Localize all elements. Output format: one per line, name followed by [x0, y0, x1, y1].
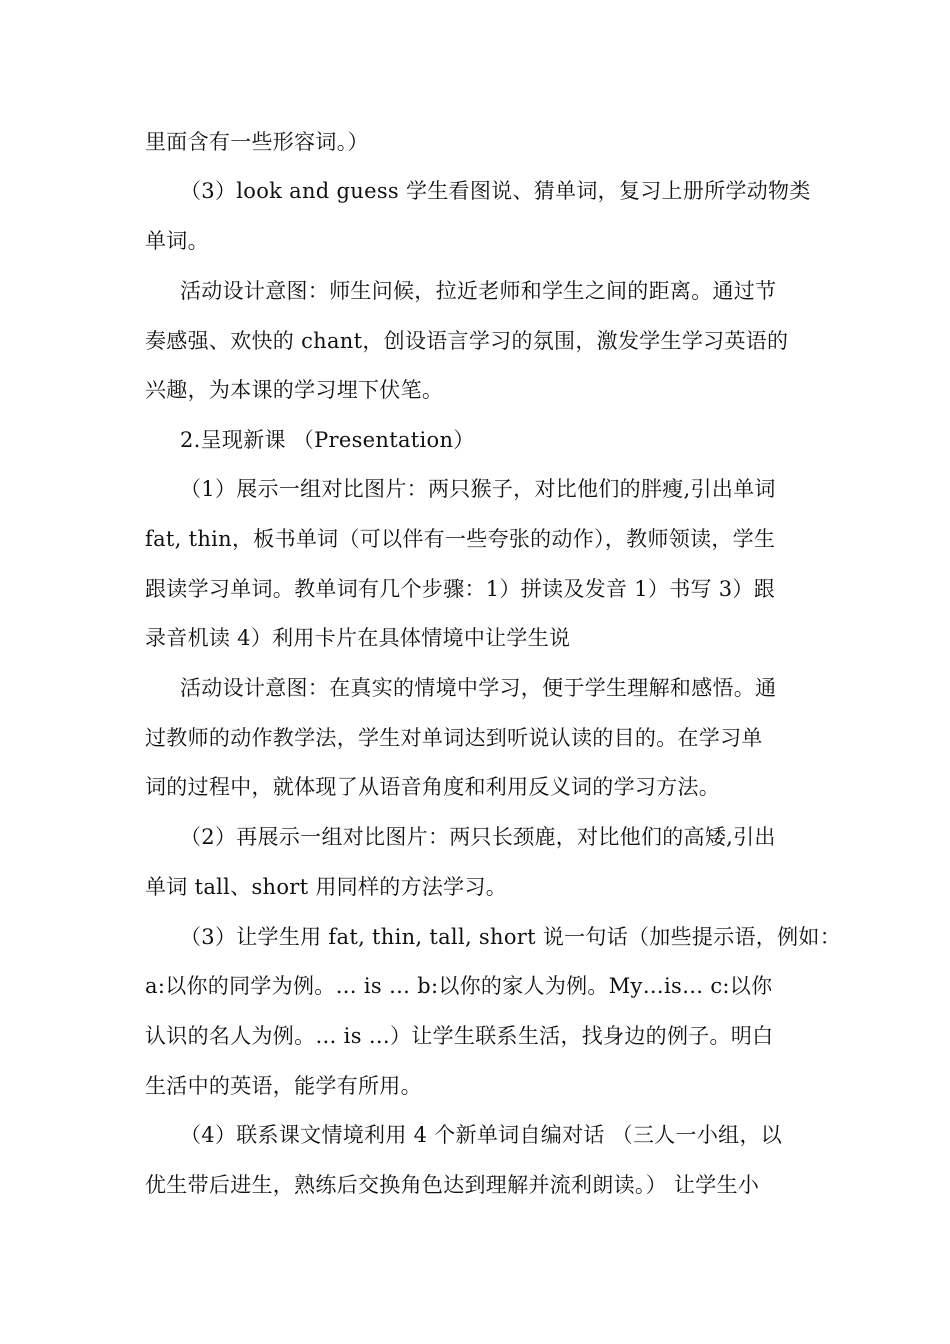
text-line: 单词 tall、short 用同样的方法学习。 — [145, 875, 508, 899]
text-line: 生活中的英语，能学有所用。 — [145, 1074, 422, 1098]
text-line: a:以你的同学为例。… is … b:以你的家人为例。My…is… c:以你 — [145, 974, 773, 998]
text-line: 优生带后进生，熟练后交换角色达到理解并流利朗读。） 让学生小 — [145, 1173, 760, 1197]
text-line: 单词。 — [145, 229, 209, 253]
text-line: 录音机读 4）利用卡片在具体情境中让学生说 — [145, 626, 571, 650]
text-line: （3）让学生用 fat, thin, tall, short 说一句话（加些提示语，例如： — [180, 925, 842, 949]
text-line: 活动设计意图：师生问候，拉近老师和学生之间的距离。通过节 — [180, 279, 777, 303]
text-line: （2）再展示一组对比图片：两只长颈鹿，对比他们的高矮,引出 — [180, 825, 776, 849]
text-line: （3）look and guess 学生看图说、猜单词，复习上册所学动物类 — [180, 179, 811, 203]
text-line: fat, thin，板书单词（可以伴有一些夸张的动作），教师领读，学生 — [145, 527, 776, 551]
text-line: 跟读学习单词。教单词有几个步骤：1）拼读及发音 1）书写 3）跟 — [145, 577, 776, 601]
text-line: 活动设计意图：在真实的情境中学习，便于学生理解和感悟。通 — [180, 676, 777, 700]
text-line: （4）联系课文情境利用 4 个新单词自编对话 （三人一小组，以 — [180, 1123, 783, 1147]
text-line: 过教师的动作教学法，学生对单词达到听说认读的目的。在学习单 — [145, 726, 763, 750]
section-heading: 2.呈现新课 （Presentation） — [180, 428, 475, 452]
text-line: （1）展示一组对比图片：两只猴子，对比他们的胖瘦,引出单词 — [180, 477, 776, 501]
text-line: 奏感强、欢快的 chant，创设语言学习的氛围，激发学生学习英语的 — [145, 329, 789, 353]
text-line: 里面含有一些形容词。） — [145, 130, 369, 154]
text-line: 认识的名人为例。… is …）让学生联系生活，找身边的例子。明白 — [145, 1024, 774, 1048]
text-line: 词的过程中，就体现了从语音角度和利用反义词的学习方法。 — [145, 775, 721, 799]
text-line: 兴趣，为本课的学习埋下伏笔。 — [145, 378, 444, 402]
